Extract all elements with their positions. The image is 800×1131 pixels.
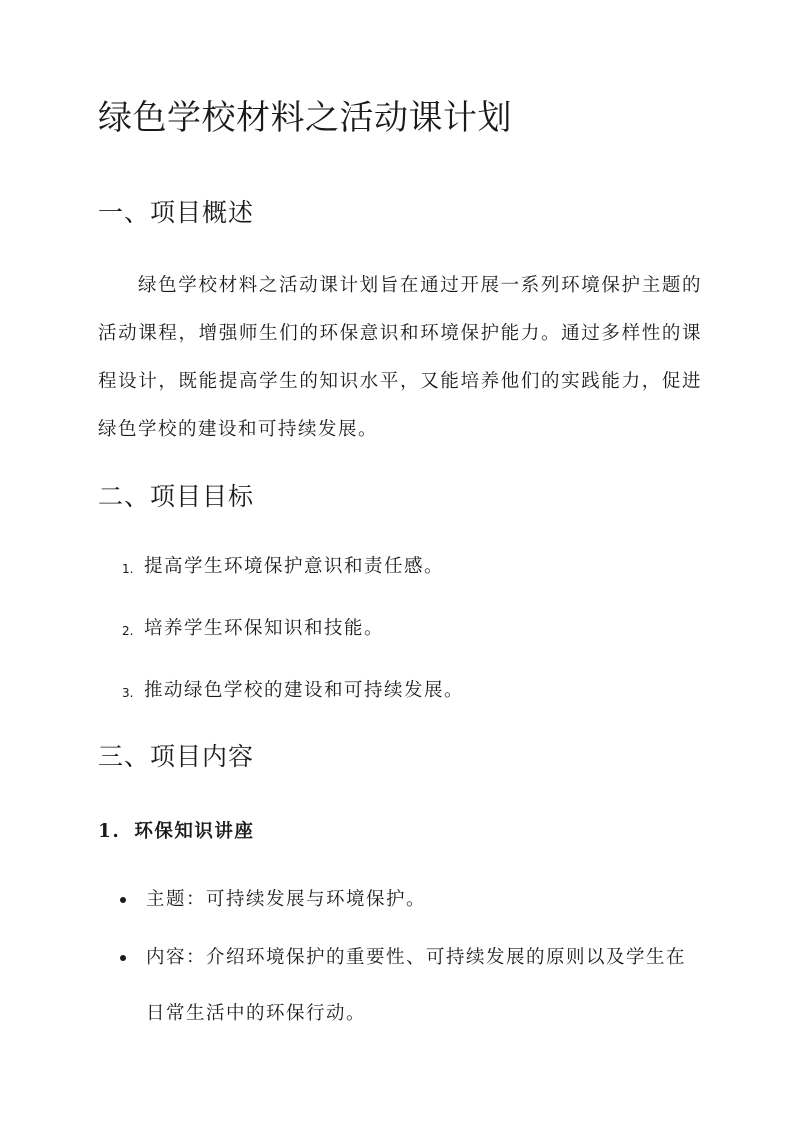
section-heading-goals: 二、项目目标 — [98, 482, 255, 511]
bullet-text: 主题：可持续发展与环境保护。 — [146, 889, 427, 910]
goal-item — [98, 670, 702, 732]
goal-item — [98, 546, 702, 608]
list-item — [98, 930, 702, 1042]
bullet-icon — [120, 897, 126, 903]
goals-list — [98, 546, 702, 732]
subsection-heading — [98, 812, 254, 852]
goal-text: 推动绿色学校的建设和可持续发展。 — [144, 680, 465, 701]
subsection-number: 1. — [98, 821, 121, 842]
section-heading-content: 三、项目内容 — [98, 742, 255, 771]
subsection-title: 环保知识讲座 — [134, 821, 255, 842]
document-title: 绿色学校材料之活动课计划 — [98, 98, 512, 138]
goal-number: 1. — [122, 562, 134, 576]
list-item — [98, 872, 702, 928]
lecture-bullet-list — [98, 872, 702, 1044]
goal-number: 2. — [122, 624, 134, 638]
bullet-text: 内容：介绍环境保护的重要性、可持续发展的原则以及学生在日常生活中的环保行动。 — [146, 947, 687, 1024]
bullet-icon — [120, 955, 126, 961]
section-heading-overview: 一、项目概述 — [98, 198, 255, 227]
goal-text: 提高学生环境保护意识和责任感。 — [144, 556, 445, 577]
goal-item — [98, 608, 702, 670]
goal-number: 3. — [122, 686, 134, 700]
overview-paragraph: 绿色学校材料之活动课计划旨在通过开展一系列环境保护主题的活动课程，增强师生们的环保意识和环境保护能力。通过多样性的课程设计，既能提高学生的知识水平，又能培养他们的实践能力，促进绿色学校的建设和可持续发展。 — [98, 275, 702, 440]
goal-text: 培养学生环保知识和技能。 — [144, 618, 385, 639]
